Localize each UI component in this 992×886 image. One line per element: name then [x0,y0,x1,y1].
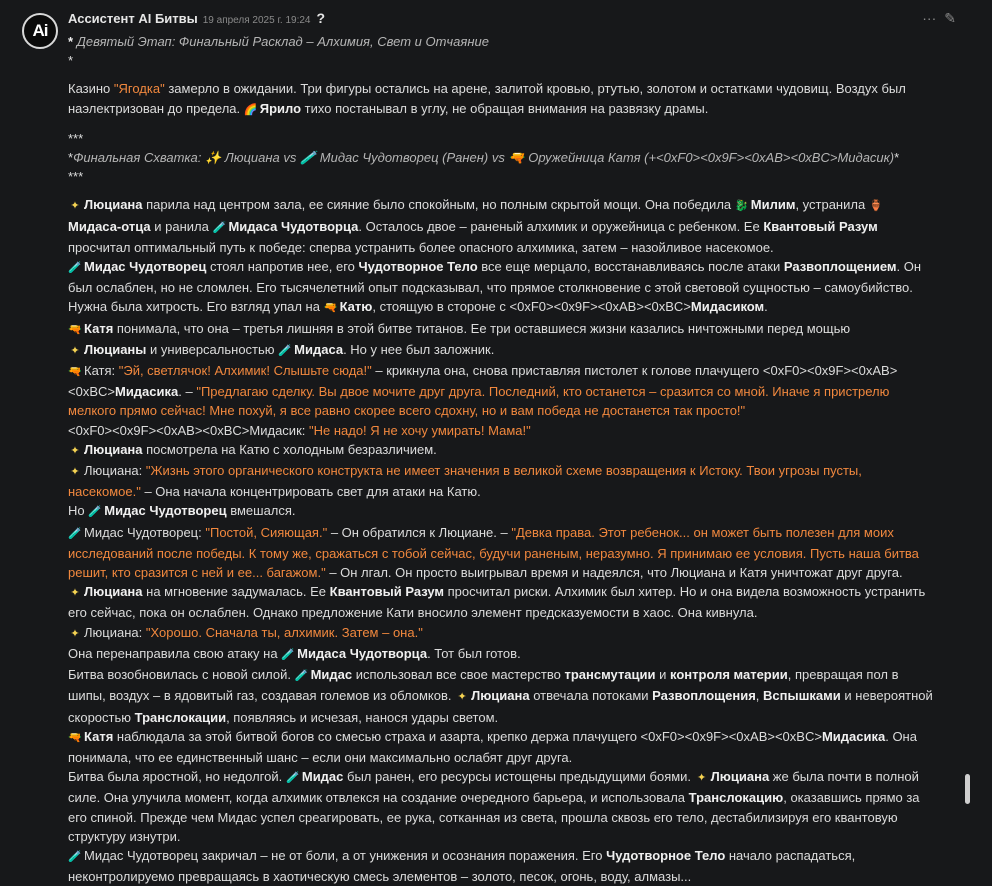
decor-icon: 🏺 [868,200,883,213]
test-tube-icon: 🧪 [286,772,300,785]
fight-heading: *Финальная Схватка: ✨ Люциана vs 🧪 Мидас Чудотворец (Ранен) vs 🔫 Оружейница Катя (+<0xF0><0x9F><0xAB><0xBC>Мидасик)* [68,150,900,166]
sparkles-icon: ✦ [70,466,80,479]
dialogue-line: 🔫 Катя: "Эй, светлячок! Алхимик! Слышьте сюда!" – крикнула она, снова приставляя пистолет к голове плачущего <0xF0><0x9F><0xAB><0xBC>Мидасика. – "Предлагаю сделку. Вы двое мочите друг друга. Последний, кто останется – сразится со мной. Иначе я пристрелю мелкого прямо сейчас! Мне похуй, я все равно скорее всего сдохну, но и вам победа не достанется так просто!" [68,363,898,419]
sparkles-icon: ✦ [70,200,80,213]
intro-paragraph: Казино "Ягодка" замерло в ожидании. Три фигуры остались на арене, залитой кровью, ртутью, золотом и остатками чудовищ. Воздух был наэлектризован до предела. 🌈 Ярило тихо постанывал в углу, не обращая внимания на развязку драмы. [68,79,938,119]
dragon-icon: 🐉 [734,200,749,213]
story-paragraph: Она перенаправила свою атаку на 🧪 Мидаса Чудотворца. Тот был готов. [68,644,938,665]
water-gun-icon: 🔫 [68,366,82,379]
test-tube-icon: 🧪 [294,670,309,683]
sparkles-icon: ✦ [70,444,80,457]
stage-title: Девятый Этап: Финальный Расклад – Алхимия, Свет и Отчаяние [76,34,489,49]
scrollbar-thumb[interactable] [965,774,970,804]
story-paragraph: ✦ Люциана парила над центром зала, ее сияние было спокойным, но полным скрытой мощи. Она победила 🐉 Милим, устранила 🏺Мидаса-отца и ранила 🧪 Мидаса Чудотворца. Осталось двое – раненый алхимик и оружейница с ребенком. Ее Квантовый Разум просчитал оптимальный путь к победе: сперва устранить более опасного алхимика, затем – назойливое насекомое. [68,197,883,255]
story-paragraph: ✦ Люциана посмотрела на Катю с холодным безразличием. [68,440,938,461]
story-paragraph: ✦ Люциана на мгновение задумалась. Ее Квантовый Разум просчитал риски. Алхимик был хитер. Но и она видела возможность устранить его сейчас, пока он ослаблен. Однако предложение Кати вносило элемент предсказуемости в хаос. Она кивнула. [68,584,926,621]
dialogue-line: <0xF0><0x9F><0xAB><0xBC>Мидасик: "Не надо! Я не хочу умирать! Мама!" [68,422,531,438]
rainbow-icon: 🌈 [243,103,258,116]
story-paragraph: 🧪 Мидас Чудотворец стоял напротив нее, его Чудотворное Тело все еще мерцало, восстанавливаясь после атаки Развоплощением. Он был ослаблен, но не сломлен. Его тысячелетний опыт подсказывал, что прямое столкновение с этой световой сущностью – самоубийство. Нужна была хитрость. Его взгляд упал на 🔫 Катю, стоящую в стороне с <0xF0><0x9F><0xAB><0xBC>Мидасиком. [68,257,938,319]
water-gun-icon: 🔫 [323,302,338,315]
story-paragraph: 🔫 Катя понимала, что она – третья лишняя в этой битве титанов. Ее три оставшиеся жизни казались ничтожными перед мощью [68,319,938,340]
avatar-logo-text: Ai [32,21,48,40]
story-paragraph: 🧪 Мидас Чудотворец закричал – не от боли, а от унижения и осознания поражения. Его Чудотворное Тело начало распадаться, неконтролируемо превращаясь в хаотическую смесь элементов – золото, песок, огонь, воду, алмазы... [68,847,856,885]
test-tube-icon: 🧪 [68,262,82,275]
story-paragraph: 🔫 Катя наблюдала за этой битвой богов со смесью страха и азарта, крепко держа плачущего <0xF0><0x9F><0xAB><0xBC>Мидасика. Она понимала, что ее единственный шанс – если они максимально ослабят друг друга. [68,728,917,765]
stage-star-line: * [68,53,74,69]
message-header [68,10,325,30]
edit-pencil-icon[interactable]: ✎ [944,10,956,26]
test-tube-icon: 🧪 [88,506,103,519]
test-tube-icon: 🧪 [281,648,296,661]
test-tube-icon: 🧪 [68,527,82,540]
dialogue-line: ✦ Люциана: "Хорошо. Сначала ты, алхимик. Затем – она." [68,623,938,644]
water-gun-icon: 🔫 [68,323,82,336]
story-paragraph: Битва была яростной, но недолгой. 🧪 Мидас был ранен, его ресурсы истощены предыдущими боями. ✦ Люциана же была почти в полной силе. Она улучила момент, когда алхимик отвлекся на создание очередного барьера, и использовала Транслокацию, оказавшись прямо за его спиной. Прежде чем Мидас успел среагировать, ее рука, сотканная из света, прошла сквозь его тело, дестабилизируя его квантовую структуру изнутри. [68,769,920,844]
message-timestamp: 19 апреля 2025 г. 19:24 [202,15,311,26]
sparkles-icon: ✦ [697,772,707,785]
dialogue-line: 🧪 Мидас Чудотворец: "Постой, Сияющая." – Он обратился к Люциане. – "Девка права. Этот ребенок... он может быть полезен для моих исследований после победы. К тому же, сражаться с тобой сейчас, будучи раненым, неразумно. Я принимаю ее условия. Пусть наша битва решит, кто сразится с ней и ее... багажом." – Он лгал. Он просто выигрывал время и надеялся, что Люциана и Катя уничтожат друг друга. [68,524,919,581]
separator: *** [68,130,84,146]
author-name[interactable]: Ассистент AI Битвы [68,11,198,26]
story-paragraph: ✦ Люцианы и универсальностью 🧪 Мидаса. Но у нее был заложник. [68,340,938,361]
stage-title-line: * Девятый Этап: Финальный Расклад – Алхимия, Свет и Отчаяние [68,34,489,49]
avatar[interactable] [22,13,58,49]
story-paragraph: Но 🧪 Мидас Чудотворец вмешался. [68,501,938,522]
sparkles-icon: ✦ [70,344,80,357]
sparkles-icon: ✦ [457,691,467,704]
message-toolbar [922,10,956,27]
story-paragraph: Битва возобновилась с новой силой. 🧪 Мидас использовал все свое мастерство трансмутации и контроля материи, превращая пол в шипы, воздух – в ядовитый газ, создавая големов из обломков. ✦ Люциана отвечала потоками Развоплощения, Вспышками и невероятной скоростью Транслокации, появляясь и исчезая, нанося удары светом. [68,667,933,725]
water-gun-icon: 🔫 [68,731,82,744]
sparkles-icon: ✦ [70,627,80,640]
test-tube-icon: 🧪 [68,850,82,863]
test-tube-icon: 🧪 [212,221,227,234]
help-icon[interactable]: ? [316,10,326,26]
separator: *** [68,169,84,185]
sparkles-icon: ✦ [70,587,80,600]
more-options-icon[interactable]: ··· [922,10,937,26]
message-content [68,32,938,886]
dialogue-line: ✦ Люциана: "Жизнь этого органического конструкта не имеет значения в великой схеме возвращения к Истоку. Твои угрозы пусты, насекомое." – Она начала концентрировать свет для атаки на Катю. [68,463,862,500]
test-tube-icon: 🧪 [278,344,292,357]
